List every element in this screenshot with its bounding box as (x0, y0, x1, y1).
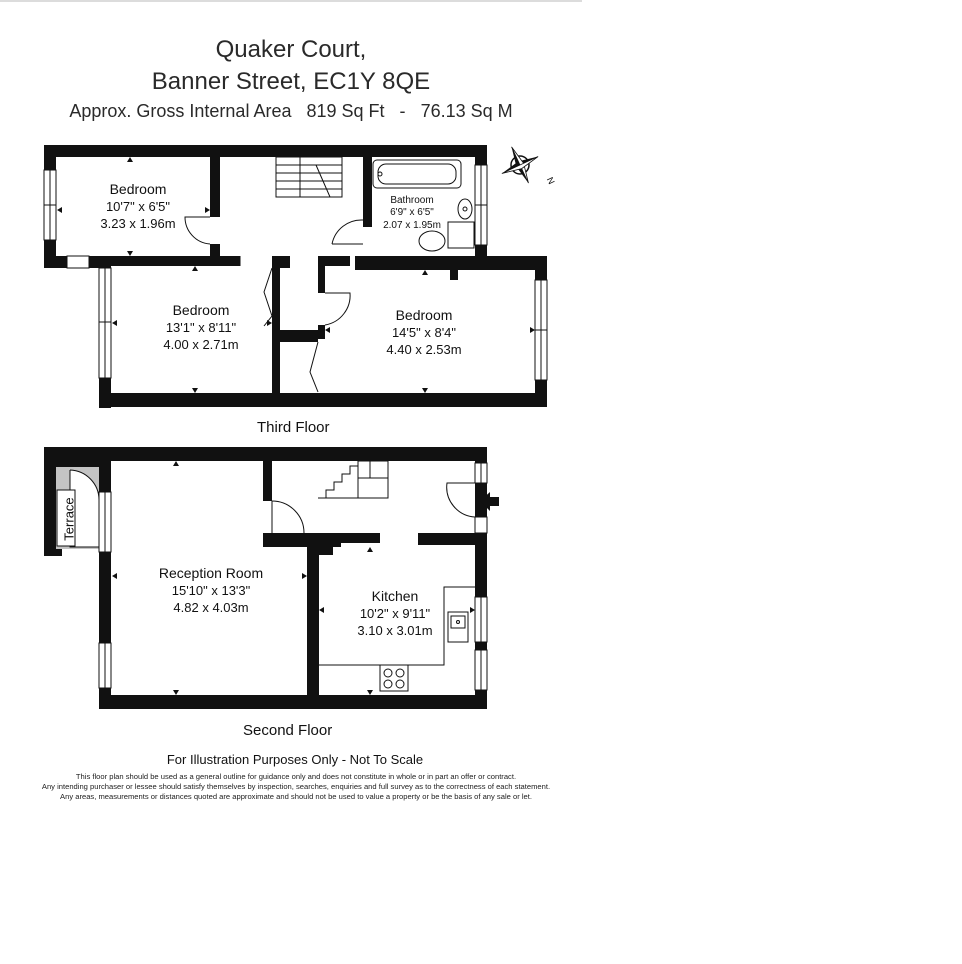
room-bedroom-2 (163, 302, 238, 352)
room-metric: 2.07 x 1.95m (383, 220, 441, 231)
address-line-2: Banner Street, EC1Y 8QE (151, 68, 431, 95)
room-metric: 3.10 x 3.01m (357, 623, 433, 638)
room-imperial: 10'2" x 9'11" (359, 606, 431, 621)
toilet-icon (419, 231, 445, 251)
second-floor-walls (99, 447, 487, 709)
terrace-label: Terrace (61, 497, 77, 541)
second-floor-stairs (318, 461, 388, 498)
disclaimer-line-3: Any areas, measurements or distances quoted are approximate and should not be used to value a property or be the basis of any sale or let. (60, 792, 532, 801)
room-metric: 3.23 x 1.96m (100, 216, 176, 231)
gross-area-separator: - (399, 101, 406, 121)
room-name: Bedroom (109, 181, 167, 197)
room-imperial: 6'9" x 6'5" (390, 207, 434, 218)
room-imperial: 10'7" x 6'5" (105, 199, 171, 214)
third-floor-label: Third Floor (257, 419, 330, 436)
hob-icon (380, 665, 408, 691)
compass-icon (493, 138, 556, 191)
room-metric: 4.82 x 4.03m (173, 600, 249, 615)
gross-area-label: Approx. Gross Internal Area (69, 101, 292, 121)
second-floor-label: Second Floor (243, 722, 333, 739)
room-metric: 4.00 x 2.71m (163, 337, 239, 352)
disclaimer-line-1: This floor plan should be used as a general outline for guidance only and does not constitute in whole or in part an offer or contract. (75, 772, 517, 781)
room-name: Reception Room (158, 565, 264, 581)
room-name: Bedroom (395, 307, 453, 323)
gross-area-sqm: 76.13 Sq M (420, 101, 513, 121)
room-name: Bedroom (172, 302, 230, 318)
room-reception (159, 565, 263, 615)
second-floor-windows (99, 463, 487, 690)
disclaimer-line-2: Any intending purchaser or lessee should satisfy themselves by inspection, searches, enquiries and full survey as to the correctness of each statement. (41, 782, 551, 791)
toilet-cistern-icon (448, 222, 474, 248)
room-bedroom-1 (100, 181, 175, 231)
terrace-area (44, 447, 99, 556)
illustration-notice: For Illustration Purposes Only - Not To Scale (166, 752, 424, 767)
basin-icon (458, 199, 472, 219)
gross-area-sqft: 819 Sq Ft (306, 101, 385, 121)
room-name: Bathroom (390, 195, 434, 206)
address-line-1: Quaker Court, (215, 36, 367, 63)
room-imperial: 13'1" x 8'11" (165, 320, 237, 335)
room-bedroom-3 (386, 307, 461, 357)
room-imperial: 15'10" x 13'3" (171, 583, 251, 598)
room-bathroom (383, 195, 441, 231)
third-floor-stairs (276, 157, 342, 197)
room-name: Kitchen (371, 588, 419, 604)
room-metric: 4.40 x 2.53m (386, 342, 462, 357)
second-floor-doors (272, 483, 475, 533)
room-imperial: 14'5" x 8'4" (391, 325, 457, 340)
compass-north-label: N (544, 175, 557, 186)
room-kitchen (357, 588, 432, 638)
